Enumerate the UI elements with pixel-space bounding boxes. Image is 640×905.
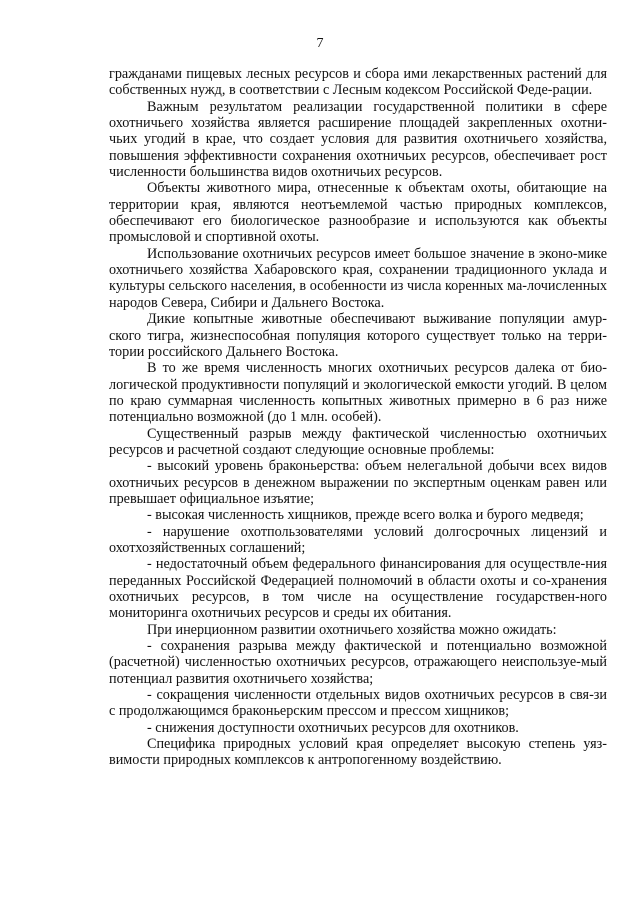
paragraph: Важным результатом реализации государственной политики в сфере охотничьего хозяйства является расширение площадей закрепленных охотни-чьих угодий в крае, что создает условия для развития охотничьего хозяйства, повышения эффективности сохранения охотничьих ресурсов, обеспечивает рост численности большинства видов охотничьих ресурсов.	[109, 98, 607, 181]
list-item: - сокращения численности отдельных видов охотничьих ресурсов в свя-зи с продолжающимся браконьерским прессом и прессом хищников;	[109, 687, 607, 720]
list-item: - высокая численность хищников, прежде всего волка и бурого медведя;	[147, 507, 584, 524]
list-item: - сохранения разрыва между фактической и потенциально возможной (расчетной) численностью охотничьих ресурсов, отражающего неиспользуе-мый потенциал развития охотничьего хозяйства;	[109, 638, 607, 687]
paragraph: При инерционном развитии охотничьего хозяйства можно ожидать:	[147, 621, 557, 638]
paragraph: Существенный разрыв между фактической численностью охотничьих ресурсов и расчетной создают следующие основные проблемы:	[109, 425, 607, 458]
document-body	[109, 66, 607, 769]
paragraph-continuation: гражданами пищевых лесных ресурсов и сбора ими лекарственных растений для собственных нужд, в соответствии с Лесным кодексом Российской Феде-рации.	[109, 66, 607, 99]
paragraph: Использование охотничьих ресурсов имеет большое значение в эконо-мике охотничьего хозяйства Хабаровского края, сохранении традиционного уклада и культуры сельского населения, в особенности из числа коренных ма-лочисленных народов Севера, Сибири и Дальнего Востока.	[109, 245, 607, 311]
paragraph: В то же время численность многих охотничьих ресурсов далека от био-логической продуктивности популяций и экологической емкости угодий. В целом по краю суммарная численность копытных животных примерно в 6 раз ниже потенциально возможной (до 1 млн. особей).	[109, 360, 607, 426]
list-item: - высокий уровень браконьерства: объем нелегальной добычи всех видов охотничьих ресурсов в денежном выражении по экспертным оценкам равен или превышает официальное изъятие;	[109, 458, 607, 507]
paragraph: Объекты животного мира, отнесенные к объектам охоты, обитающие на территории края, являются неотъемлемой частью природных комплексов, обеспечивают его биологическое разнообразие и используются как объекты промысловой и спортивной охоты.	[109, 180, 607, 246]
list-item: - недостаточный объем федерального финансирования для осуществле-ния переданных Российской Федерацией полномочий в области охоты и со-хранения охотничьих ресурсов, в том числе на осуществление государствен-ного мониторинга охотничьих ресурсов и среды их обитания.	[109, 556, 607, 622]
paragraph: Дикие копытные животные обеспечивают выживание популяции амур-ского тигра, жизнеспособная популяция которого существует только на терри-тории российского Дальнего Востока.	[109, 311, 607, 360]
list-item: - нарушение охотпользователями условий долгосрочных лицензий и охотхозяйственных соглашений;	[109, 523, 607, 556]
list-item: - снижения доступности охотничьих ресурсов для охотников.	[147, 719, 519, 736]
page-number: 7	[316, 36, 324, 51]
paragraph: Специфика природных условий края определяет высокую степень уяз-вимости природных комплексов к антропогенному воздействию.	[109, 736, 607, 769]
